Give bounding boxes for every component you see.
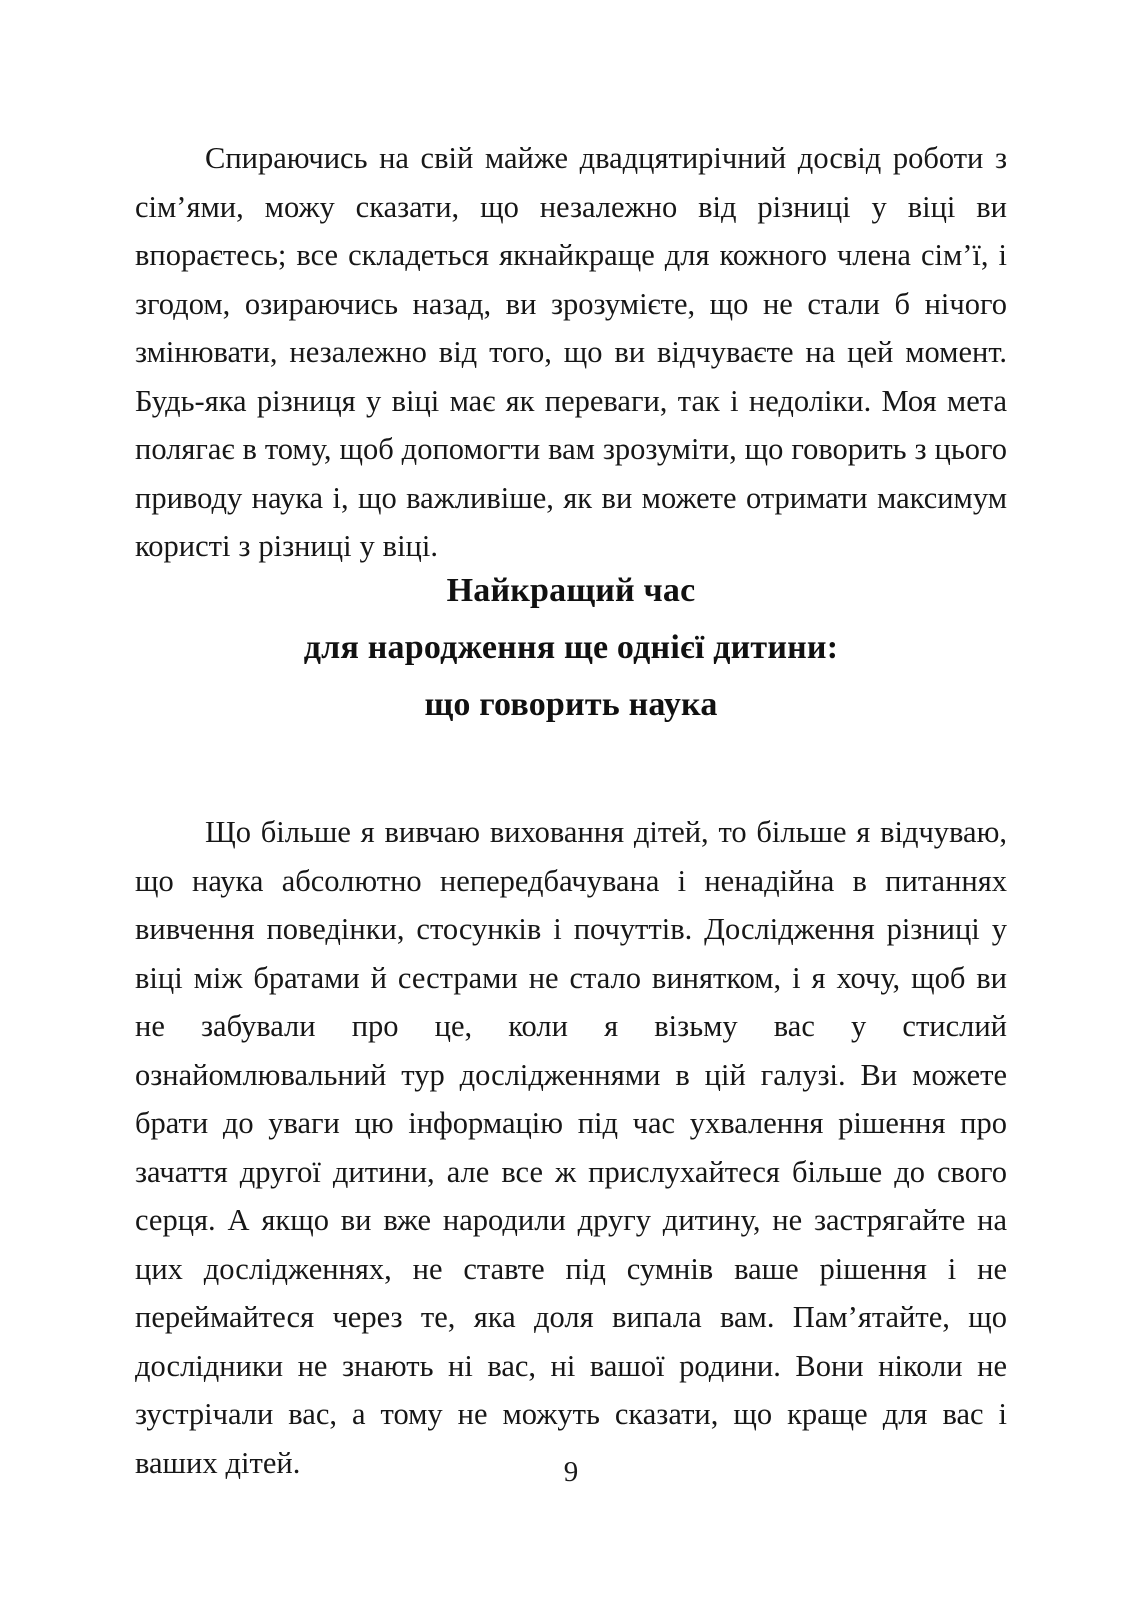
page-title	[135, 562, 1007, 733]
chapter-heading-line-1: Найкращий час	[446, 572, 696, 609]
page-number: 9	[563, 1456, 579, 1488]
paragraph-two-block	[135, 808, 1007, 1487]
chapter-heading-line-3: що говорить наука	[424, 686, 718, 723]
body-paragraph-one: Спираючись на свій майже двадцятирічний досвід роботи з сім’ями, можу сказати, що незалежно від різниці у віці ви впораєтесь; все складеться якнайкраще для кожного члена сім’ї, і згодом, озираючись назад, ви зрозумієте, що не стали б нічого змінювати, незалежно від того, що ви відчуваєте на цей момент. Будь-яка різниця у віці має як переваги, так і недоліки. Моя мета полягає в тому, щоб допомогти вам зрозуміти, що говорить з цього приводу наука і, що важливіше, як ви можете отримати максимум користі з різниці у віці.	[135, 141, 1007, 563]
paragraph-one-block	[135, 134, 1007, 571]
body-paragraph-two: Що більше я вивчаю виховання дітей, то більше я відчуваю, що наука абсолютно непередбачувана і ненадійна в питаннях вивчення поведінки, стосунків і почуттів. Дослідження різниці у віці між братами й сестрами не стало винятком, і я хочу, щоб ви не забували про це, коли я візьму вас у стислий ознайомлювальний тур дослідженнями в цій галузі. Ви можете брати до уваги цю інформацію під час ухвалення рішення про зачаття другої дитини, але все ж прислухайтеся більше до свого серця. А якщо ви вже народили другу дитину, не застрягайте на цих дослідженнях, не ставте під сумнів ваше рішення і не переймайтеся через те, яка доля випала вам. Пам’ятайте, що дослідники не знають ні вас, ні вашої родини. Вони ніколи не зустрічали вас, а тому не можуть сказати, що краще для вас і ваших дітей.	[135, 815, 1007, 1480]
chapter-heading-line-2: для народження ще однієї дитини:	[303, 629, 839, 666]
chapter-heading-block	[135, 562, 1007, 733]
